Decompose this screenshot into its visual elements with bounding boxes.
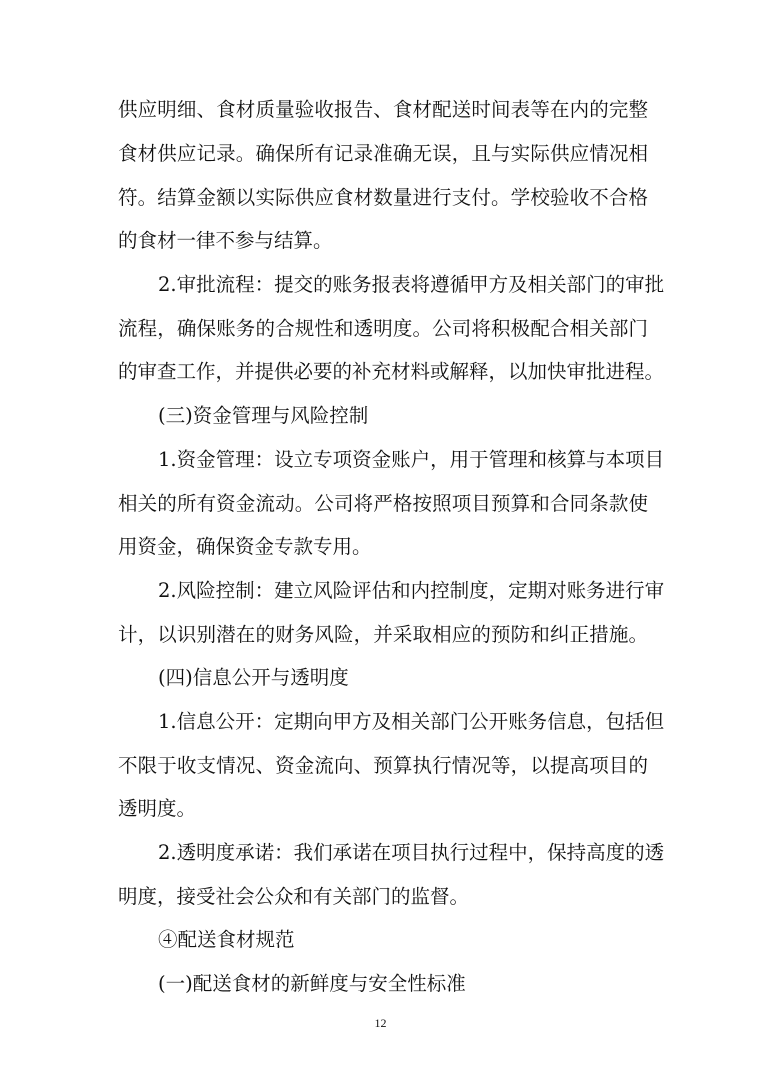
section-heading: (四)信息公开与透明度 <box>158 666 349 689</box>
paragraph-line: 的食材一律不参与结算。 <box>118 229 333 252</box>
chapter-heading: ④配送食材规范 <box>158 928 295 951</box>
paragraph-line: 符。结算金额以实际供应食材数量进行支付。学校验收不合格 <box>118 186 648 209</box>
paragraph-line: 1.资金管理：设立专项资金账户，用于管理和核算与本项目 <box>158 448 665 471</box>
paragraph-line: 不限于收支情况、资金流向、预算执行情况等，以提高项目的 <box>118 754 648 777</box>
section-heading: (三)资金管理与风险控制 <box>158 404 369 427</box>
paragraph-line: 的审查工作，并提供必要的补充材料或解释，以加快审批进程。 <box>118 360 665 383</box>
paragraph-line: 1.信息公开：定期向甲方及相关部门公开账务信息，包括但 <box>158 710 665 733</box>
paragraph-line: 计，以识别潜在的财务风险，并采取相应的预防和纠正措施。 <box>118 623 648 646</box>
paragraph-line: 食材供应记录。确保所有记录准确无误，且与实际供应情况相 <box>118 142 648 165</box>
paragraph-line: 2.审批流程：提交的账务报表将遵循甲方及相关部门的审批 <box>158 273 665 296</box>
section-heading: (一)配送食材的新鲜度与安全性标准 <box>158 972 466 995</box>
paragraph-line: 2.透明度承诺：我们承诺在项目执行过程中，保持高度的透 <box>158 841 665 864</box>
paragraph-line: 透明度。 <box>118 797 197 820</box>
paragraph-line: 供应明细、食材质量验收报告、食材配送时间表等在内的完整 <box>118 98 648 121</box>
paragraph-line: 2.风险控制：建立风险评估和内控制度，定期对账务进行审 <box>158 579 665 602</box>
paragraph-line: 用资金，确保资金专款专用。 <box>118 535 372 558</box>
paragraph-line: 相关的所有资金流动。公司将严格按照项目预算和合同条款使 <box>118 492 648 515</box>
paragraph-line: 明度，接受社会公众和有关部门的监督。 <box>118 885 470 908</box>
page-number: 12 <box>374 1016 387 1030</box>
paragraph-line: 流程，确保账务的合规性和透明度。公司将积极配合相关部门 <box>118 317 648 340</box>
